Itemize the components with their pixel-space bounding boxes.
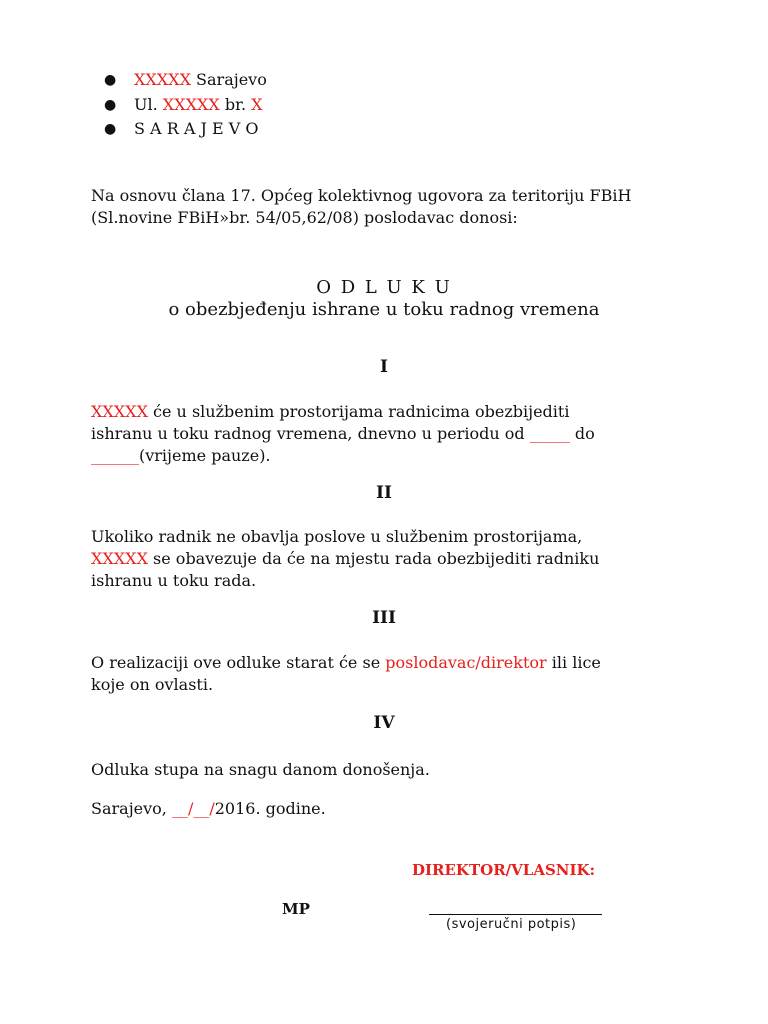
intro-line: (Sl.novine FBiH»br. 54/05,62/08) poslodavac donosi:: [91, 208, 518, 227]
section-paragraph: [91, 401, 595, 467]
section-text: Ukoliko radnik ne obavlja poslove u službenim prostorijama,: [91, 527, 583, 546]
section-text: do: [569, 424, 595, 443]
street-number-label: br.: [219, 94, 252, 114]
section-paragraph: [91, 652, 601, 696]
company-placeholder: XXXXX: [134, 70, 191, 89]
section-text: ishranu u toku radnog vremena, dnevno u periodu od: [91, 424, 530, 443]
section-text: O realizaciji ove odluke starat će se: [91, 653, 386, 672]
stamp-label: MP: [282, 900, 310, 918]
signature-note: (svojeručni potpis): [446, 917, 577, 932]
date-line: [91, 798, 326, 820]
bullet-icon: ●: [104, 121, 117, 137]
section-numeral: III: [372, 608, 396, 628]
responsible-person-placeholder: poslodavac/direktor: [385, 653, 547, 672]
section-numeral: II: [376, 483, 392, 503]
date-prefix: Sarajevo,: [91, 799, 172, 818]
section-text: se obavezuje da će na mjestu rada obezbijediti radniku: [147, 549, 600, 568]
signature-role: DIREKTOR/VLASNIK:: [412, 861, 596, 879]
section-text: Odluka stupa na snagu danom donošenja.: [91, 760, 430, 779]
company-city: Sarajevo: [190, 70, 267, 89]
section-numeral: IV: [373, 713, 395, 733]
section-paragraph: [91, 759, 430, 781]
section-text: koje on ovlasti.: [91, 675, 214, 694]
time-to-blank: ______: [91, 446, 139, 465]
section-text: ishranu u toku rada.: [91, 571, 257, 590]
street-number-placeholder: X: [251, 94, 263, 114]
document-subtitle: o obezbjeđenju ishrane u toku radnog vremena: [168, 299, 600, 320]
street-placeholder: XXXXX: [162, 94, 220, 114]
city-name: S A R A J E V O: [134, 119, 259, 138]
date-suffix: 2016. godine.: [214, 799, 326, 818]
document-title: O D L U K U: [316, 277, 452, 298]
time-from-blank: _____: [529, 424, 570, 443]
section-text: će u službenim prostorijama radnicima obezbijediti: [147, 402, 570, 421]
section-text: ili lice: [546, 653, 601, 672]
intro-paragraph: [91, 185, 631, 229]
date-blank: __/__/: [171, 799, 215, 818]
section-numeral: I: [380, 357, 388, 377]
bullet-icon: ●: [104, 96, 117, 113]
intro-line: Na osnovu člana 17. Općeg kolektivnog ugovora za teritoriju FBiH: [91, 186, 632, 205]
employer-placeholder: XXXXX: [91, 549, 148, 568]
signature-line: [429, 914, 602, 915]
employer-placeholder: XXXXX: [91, 402, 148, 421]
section-text: (vrijeme pauze).: [139, 446, 271, 465]
bullet-icon: ●: [104, 72, 117, 88]
section-paragraph: [91, 526, 599, 592]
street-prefix: Ul.: [134, 94, 163, 114]
